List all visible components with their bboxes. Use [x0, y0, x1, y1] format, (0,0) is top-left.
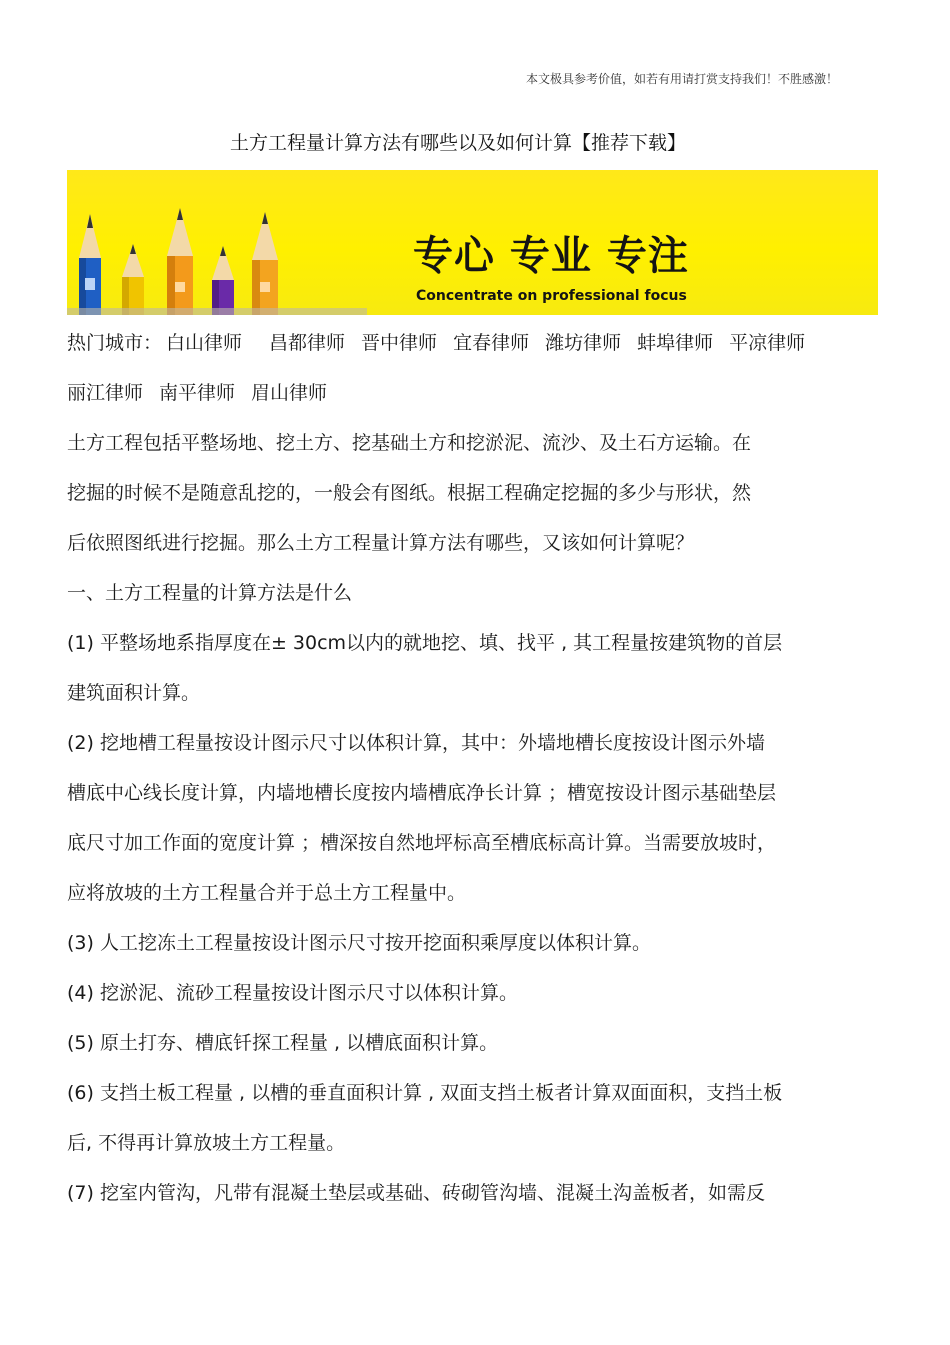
paragraph-line: 后, 不得再计算放坡土方工程量。: [67, 1132, 346, 1154]
orange-pencil-icon: [167, 208, 193, 315]
hot-cities-row-2: [67, 368, 882, 418]
city-link[interactable]: 晋中律师: [361, 332, 438, 354]
paragraph-line: 后依照图纸进行挖掘。那么土方工程量计算方法有哪些，又该如何计算呢？: [67, 532, 695, 554]
banner-slogan-en: Concentrate on professional focus: [416, 288, 687, 304]
pencils-illustration: [67, 170, 397, 315]
city-link[interactable]: 眉山律师: [251, 382, 328, 404]
paragraph-line: 底尺寸加工作面的宽度计算 ；槽深按自然地坪标高至槽底标高计算。当需要放坡时，: [67, 832, 777, 854]
paragraph-line: (4) 挖淤泥、流砂工程量按设计图示尺寸以体积计算。: [67, 982, 518, 1004]
city-link[interactable]: 丽江律师: [67, 382, 144, 404]
article-body: [67, 318, 882, 1218]
yellow-pencil-icon: [122, 244, 144, 315]
paragraph-line: (2) 挖地槽工程量按设计图示尺寸以体积计算，其中：外墙地槽长度按设计图示外墙: [67, 732, 765, 754]
city-link[interactable]: 宜春律师: [453, 332, 530, 354]
header-note: 本文极具参考价值，如若有用请打赏支持我们！不胜感激！: [525, 72, 838, 86]
city-link[interactable]: 南平律师: [159, 382, 236, 404]
section-heading: 一、土方工程量的计算方法是什么: [67, 582, 353, 604]
hot-cities-label: 热门城市：: [67, 332, 163, 354]
paragraph-line: (3) 人工挖冻土工程量按设计图示尺寸按开挖面积乘厚度以体积计算。: [67, 932, 651, 954]
city-link[interactable]: 白山律师: [166, 332, 243, 354]
city-link[interactable]: 蚌埠律师: [637, 332, 714, 354]
city-link[interactable]: 昌都律师: [269, 332, 346, 354]
purple-pencil-icon: [212, 246, 234, 315]
city-link[interactable]: 潍坊律师: [545, 332, 622, 354]
banner-slogan: 专心 专业 专注: [413, 233, 689, 279]
paragraph-line: 挖掘的时候不是随意乱挖的，一般会有图纸。根据工程确定挖掘的多少与形状，然: [67, 482, 752, 504]
paragraph-line: 土方工程包括平整场地、挖土方、挖基础土方和挖淤泥、流沙、及土石方运输。在: [67, 432, 752, 454]
blue-pencil-icon: [79, 214, 101, 315]
hot-cities-row-1: [67, 318, 882, 368]
paragraph-line: (5) 原土打夯、槽底钎探工程量 , 以槽底面积计算。: [67, 1032, 499, 1054]
paragraph-line: 建筑面积计算。: [67, 682, 201, 704]
orange-pencil-icon-2: [252, 212, 278, 315]
paragraph-line: 应将放坡的土方工程量合并于总土方工程量中。: [67, 882, 467, 904]
paragraph-line: 槽底中心线长度计算，内墙地槽长度按内墙槽底净长计算 ；槽宽按设计图示基础垫层: [67, 782, 777, 804]
paragraph-line: (7) 挖室内管沟，凡带有混凝土垫层或基础、砖砌管沟墙、混凝土沟盖板者，如需反: [67, 1182, 765, 1204]
paragraph-line: (1) 平整场地系指厚度在± 30cm以内的就地挖、填、找平 , 其工程量按建筑物的首层: [67, 632, 783, 654]
paragraph-line: (6) 支挡土板工程量 , 以槽的垂直面积计算 , 双面支挡土板者计算双面面积，支挡土板: [67, 1082, 783, 1104]
city-link[interactable]: 平凉律师: [729, 332, 806, 354]
banner-image: [67, 170, 878, 315]
document-title: 土方工程量计算方法有哪些以及如何计算【推荐下载】: [229, 132, 686, 154]
